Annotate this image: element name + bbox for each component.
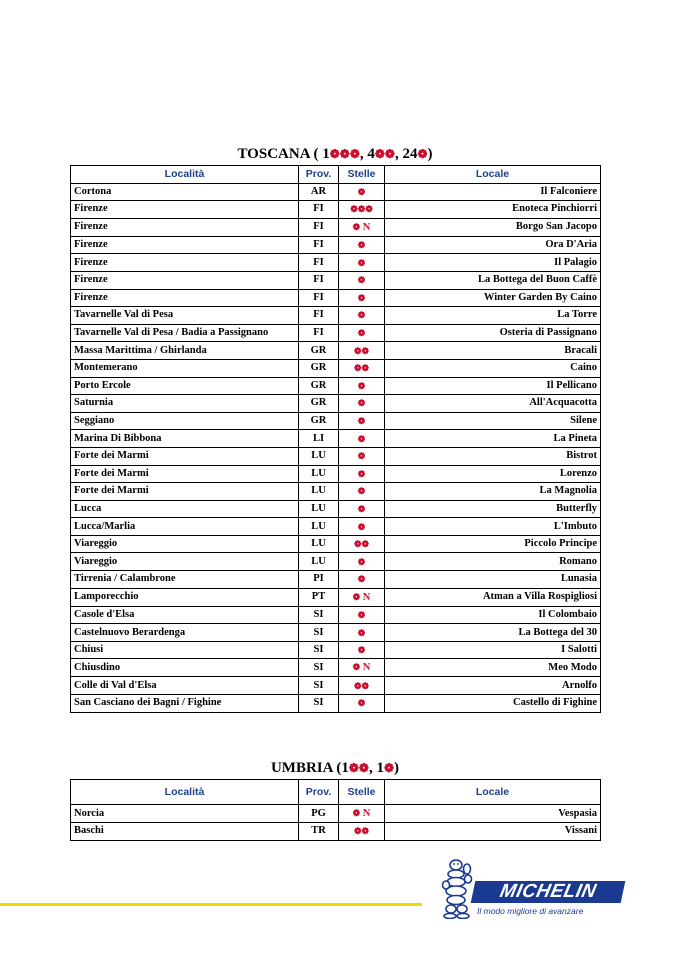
stelle-cell [339,823,385,841]
prov-cell: LU [299,465,339,483]
locale-cell: Butterfly [385,500,601,518]
michelin-star-icon: ❁ [357,257,366,268]
stelle-cell [339,395,385,413]
table-row [71,465,601,483]
table-row [71,606,601,624]
michelin-tagline: Il modo migliore di avanzare [477,906,584,916]
prov-cell: FI [299,236,339,254]
column-header-localita: Località [71,166,299,184]
locale-cell: Castello di Fighine [385,695,601,713]
locale-cell: La Bottega del 30 [385,624,601,642]
localita-cell: Forte dei Marmi [71,447,299,465]
locale-cell: Lorenzo [385,465,601,483]
summary-count: 1 [341,760,349,776]
table-row [71,289,601,307]
table-row [71,823,601,841]
table-row [71,483,601,501]
prov-cell: GR [299,342,339,360]
localita-cell: Porto Ercole [71,377,299,395]
stelle-cell [339,465,385,483]
prov-cell: FI [299,289,339,307]
localita-cell: Firenze [71,254,299,272]
table-row [71,447,601,465]
locale-cell: Romano [385,553,601,571]
table-row [71,805,601,823]
table-row [71,588,601,606]
localita-cell: Lucca/Marlia [71,518,299,536]
table-row [71,324,601,342]
prov-cell: SI [299,641,339,659]
table-header-row [71,780,601,805]
new-entry-badge: N [360,591,371,603]
localita-cell: Montemerano [71,359,299,377]
prov-cell: SI [299,606,339,624]
table-row [71,412,601,430]
prov-cell: FI [299,271,339,289]
prov-cell: PT [299,588,339,606]
locale-cell: Atman a Villa Rospigliosi [385,588,601,606]
prov-cell: LU [299,447,339,465]
localita-cell: Firenze [71,201,299,219]
localita-cell: Marina Di Bibbona [71,430,299,448]
locale-cell: Bracali [385,342,601,360]
prov-cell: LU [299,553,339,571]
summary-count: 4 [367,146,375,162]
michelin-star-icon: ❁ [352,808,361,818]
table-row [71,695,601,713]
table-row [71,500,601,518]
table-row [71,218,601,236]
prov-cell: LU [299,500,339,518]
locale-cell: Winter Garden By Caino [385,289,601,307]
table-row [71,307,601,325]
umbria-restaurant-table [70,779,601,841]
stelle-cell [339,518,385,536]
stelle-cell [339,412,385,430]
new-entry-badge: N [360,808,371,819]
michelin-star-icon: ❁ [357,645,366,656]
michelin-star-icon: ❁ [357,416,366,427]
stelle-cell [339,483,385,501]
stelle-cell [339,571,385,589]
michelin-star-icon: ❁ [352,221,361,232]
localita-cell: Chiusdino [71,659,299,677]
michelin-star-icon: ❁❁ [353,345,370,356]
michelin-star-icon: ❁❁❁ [329,147,360,161]
localita-cell: Chiusi [71,641,299,659]
prov-cell: SI [299,624,339,642]
localita-cell: Firenze [71,236,299,254]
localita-cell: Norcia [71,805,299,823]
stelle-cell [339,254,385,272]
stelle-cell [339,624,385,642]
prov-cell: LU [299,483,339,501]
stelle-cell [339,359,385,377]
localita-cell: Lucca [71,500,299,518]
table-row [71,359,601,377]
localita-cell: Massa Marittima / Ghirlanda [71,342,299,360]
prov-cell: FI [299,201,339,219]
michelin-star-icon: ❁ [357,503,366,514]
michelin-star-icon: ❁ [357,328,366,339]
stelle-cell [339,535,385,553]
stelle-cell [339,659,385,677]
locale-cell: All'Acquacotta [385,395,601,413]
prov-cell: FI [299,324,339,342]
locale-cell: La Bottega del Buon Caffè [385,271,601,289]
stelle-cell [339,805,385,823]
table-row [71,677,601,695]
column-header-stelle: Stelle [339,166,385,184]
locale-cell: Bistrot [385,447,601,465]
table-row [71,641,601,659]
locale-cell: Il Colombaio [385,606,601,624]
locale-cell: La Pineta [385,430,601,448]
localita-cell: Cortona [71,183,299,201]
column-header-prov: Prov. [299,780,339,805]
stelle-cell [339,588,385,606]
table-row [71,377,601,395]
locale-cell: Ora D'Aria [385,236,601,254]
table-row [71,535,601,553]
michelin-star-icon: ❁ [357,451,366,462]
prov-cell: LU [299,518,339,536]
localita-cell: Tirrenia / Calambrone [71,571,299,589]
region-name: UMBRIA [270,760,333,776]
toscana-restaurant-table [70,165,601,713]
table-row [71,236,601,254]
michelin-wordmark: MICHELIN [471,881,626,903]
michelin-star-icon: ❁ [357,310,366,321]
toscana-table-body [71,183,601,712]
stelle-cell [339,553,385,571]
prov-cell: GR [299,359,339,377]
table-row [71,342,601,360]
michelin-logo [441,855,627,921]
michelin-star-icon: ❁❁ [353,826,370,837]
michelin-star-icon: ❁ [357,486,366,497]
localita-cell: Firenze [71,218,299,236]
prov-cell: FI [299,254,339,272]
michelin-star-icon: ❁ [357,698,366,709]
umbria-section-title: UMBRIA (1❁❁, 1❁) [270,760,400,776]
michelin-star-icon: ❁ [357,380,366,391]
prov-cell: SI [299,695,339,713]
stelle-cell [339,447,385,465]
localita-cell: Castelnuovo Berardenga [71,624,299,642]
stelle-cell [339,500,385,518]
localita-cell: Firenze [71,271,299,289]
stelle-cell [339,430,385,448]
michelin-star-icon: ❁❁ [353,539,370,550]
locale-cell: Vespasia [385,805,601,823]
table-row [71,183,601,201]
localita-cell: Firenze [71,289,299,307]
summary-count: 1 [322,146,330,162]
michelin-star-icon: ❁ [357,292,366,303]
stelle-cell [339,377,385,395]
locale-cell: Piccolo Principe [385,535,601,553]
localita-cell: Forte dei Marmi [71,465,299,483]
michelin-star-icon: ❁ [357,609,366,620]
column-header-prov: Prov. [299,166,339,184]
michelin-star-icon: ❁ [357,433,366,444]
localita-cell: Colle di Val d'Elsa [71,677,299,695]
prov-cell: FI [299,307,339,325]
locale-cell: Il Pellicano [385,377,601,395]
michelin-star-icon: ❁ [357,521,366,532]
locale-cell: Enoteca Pinchiorri [385,201,601,219]
prov-cell: TR [299,823,339,841]
prov-cell: FI [299,218,339,236]
stelle-cell [339,342,385,360]
prov-cell: GR [299,412,339,430]
localita-cell: Lamporecchio [71,588,299,606]
michelin-star-icon: ❁ [352,662,361,673]
localita-cell: San Casciano dei Bagni / Fighine [71,695,299,713]
stelle-cell [339,695,385,713]
localita-cell: Seggiano [71,412,299,430]
table-row [71,518,601,536]
locale-cell: Meo Modo [385,659,601,677]
michelin-star-icon: ❁❁ [353,363,370,374]
michelin-star-icon: ❁ [357,556,366,567]
localita-cell: Baschi [71,823,299,841]
toscana-section-title: TOSCANA ( 1❁❁❁, 4❁❁, 24❁) [237,146,433,162]
localita-cell: Tavarnelle Val di Pesa [71,307,299,325]
michelin-star-icon: ❁❁❁ [350,204,373,215]
prov-cell: LI [299,430,339,448]
new-entry-badge: N [360,662,371,674]
table-row [71,659,601,677]
michelin-star-icon: ❁ [357,468,366,479]
michelin-star-icon: ❁❁ [374,147,395,161]
column-header-locale: Locale [385,166,601,184]
table-row [71,571,601,589]
michelin-star-icon: ❁ [417,147,428,161]
localita-cell: Tavarnelle Val di Pesa / Badia a Passignano [71,324,299,342]
michelin-star-icon: ❁ [357,398,366,409]
prov-cell: AR [299,183,339,201]
locale-cell: Osteria di Passignano [385,324,601,342]
stelle-cell [339,307,385,325]
prov-cell: SI [299,659,339,677]
michelin-star-icon: ❁❁ [353,680,370,691]
michelin-star-icon: ❁ [357,275,366,286]
stelle-cell [339,641,385,659]
prov-cell: PG [299,805,339,823]
stelle-cell [339,201,385,219]
summary-count: 1 [376,760,384,776]
michelin-star-icon: ❁ [357,240,366,251]
michelin-star-icon: ❁❁ [348,761,369,775]
locale-cell: Borgo San Jacopo [385,218,601,236]
table-header-row [71,166,601,184]
michelin-star-icon: ❁ [383,761,395,775]
umbria-table-body [71,805,601,841]
table-row [71,271,601,289]
michelin-star-icon: ❁ [357,574,366,585]
prov-cell: GR [299,377,339,395]
stelle-cell [339,218,385,236]
michelin-star-icon: ❁ [352,591,361,602]
table-row [71,395,601,413]
locale-cell: Il Falconiere [385,183,601,201]
locale-cell: Caino [385,359,601,377]
locale-cell: Silene [385,412,601,430]
table-row [71,624,601,642]
prov-cell: SI [299,677,339,695]
new-entry-badge: N [360,221,371,233]
locale-cell: La Magnolia [385,483,601,501]
locale-cell: Vissani [385,823,601,841]
locale-cell: I Salotti [385,641,601,659]
column-header-stelle: Stelle [339,780,385,805]
locale-cell: La Torre [385,307,601,325]
locale-cell: Arnolfo [385,677,601,695]
footer-yellow-line [0,903,422,906]
bibendum-icon [441,855,475,919]
localita-cell: Viareggio [71,553,299,571]
localita-cell: Viareggio [71,535,299,553]
prov-cell: LU [299,535,339,553]
localita-cell: Casole d'Elsa [71,606,299,624]
table-row [71,201,601,219]
locale-cell: L'Imbuto [385,518,601,536]
stelle-cell [339,183,385,201]
stelle-cell [339,324,385,342]
summary-count: 24 [402,146,418,162]
michelin-star-icon: ❁ [357,186,366,197]
prov-cell: GR [299,395,339,413]
table-row [71,553,601,571]
stelle-cell [339,677,385,695]
table-row [71,254,601,272]
localita-cell: Saturnia [71,395,299,413]
locale-cell: Il Palagio [385,254,601,272]
michelin-star-icon: ❁ [357,627,366,638]
prov-cell: PI [299,571,339,589]
column-header-localita: Località [71,780,299,805]
stelle-cell [339,606,385,624]
locale-cell: Lunasia [385,571,601,589]
table-row [71,430,601,448]
stelle-cell [339,236,385,254]
stelle-cell [339,289,385,307]
localita-cell: Forte dei Marmi [71,483,299,501]
region-name: TOSCANA [237,146,310,162]
stelle-cell [339,271,385,289]
column-header-locale: Locale [385,780,601,805]
